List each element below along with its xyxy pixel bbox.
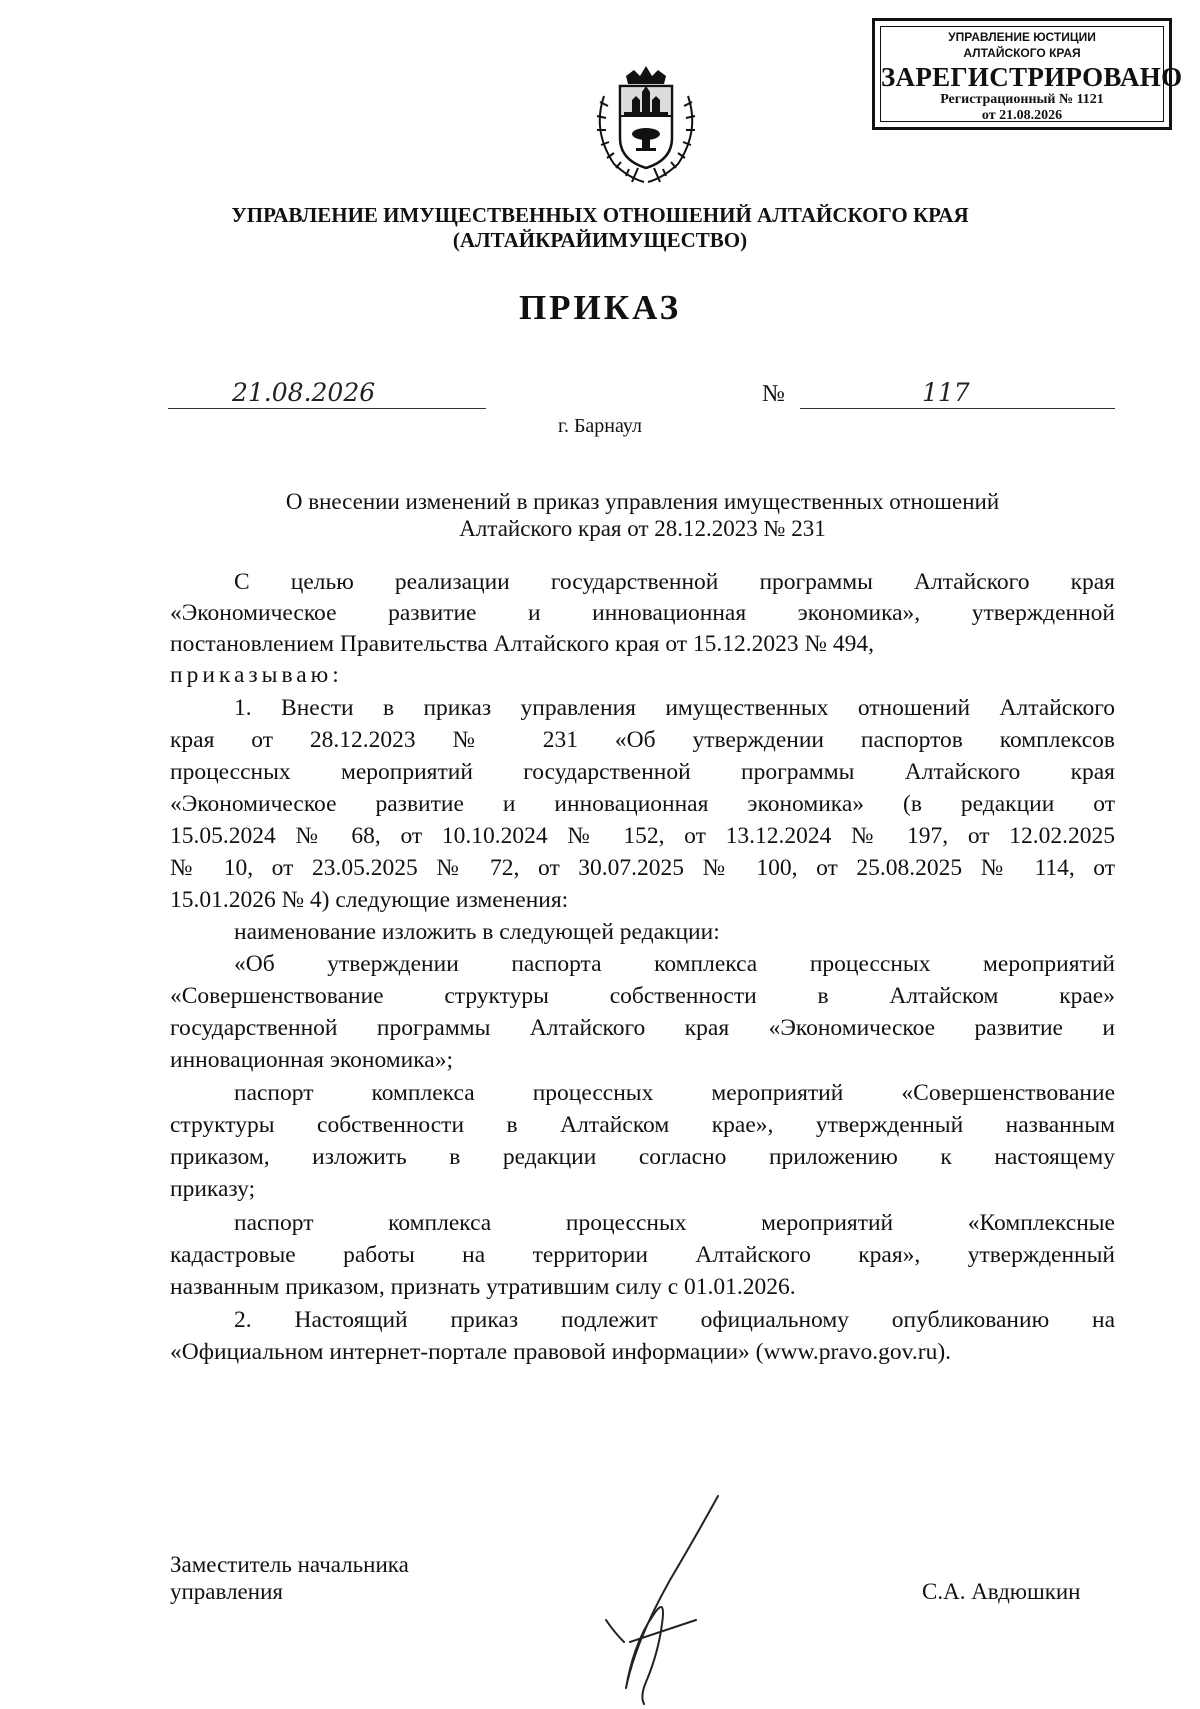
body-line: «Совершенствование структуры собственности в Алтайском крае»: [170, 983, 1115, 1009]
body-line: 1. Внести в приказ управления имущественных отношений Алтайского: [234, 695, 1115, 721]
registration-stamp: [872, 18, 1183, 130]
number-label: №: [762, 381, 785, 407]
stamp-org-line2: АЛТАЙСКОГО КРАЯ: [963, 46, 1081, 60]
signer-name: С.А. Авдюшкин: [922, 1579, 1081, 1604]
body-line: государственной программы Алтайского края «Экономическое развитие и: [170, 1015, 1115, 1041]
body-line: приказу;: [170, 1176, 256, 1202]
body-line: кадастровые работы на территории Алтайского края», утвержденный: [170, 1242, 1115, 1268]
body-line: «Об утверждении паспорта комплекса процессных мероприятий: [234, 951, 1115, 977]
document-number-field: [800, 380, 1115, 409]
handwritten-date: 21.08.2026: [232, 378, 376, 407]
body-line: структуры собственности в Алтайском крае», утвержденный названным: [170, 1112, 1115, 1138]
handwritten-signature: [600, 1492, 760, 1707]
signer-position-line-1: Заместитель начальника: [170, 1552, 409, 1577]
organization-name: УПРАВЛЕНИЕ ИМУЩЕСТВЕННЫХ ОТНОШЕНИЙ АЛТАЙСКОГО КРАЯ: [231, 203, 969, 227]
body-line: 2. Настоящий приказ подлежит официальному опубликованию на: [234, 1307, 1115, 1333]
registration-stamp-inner: [880, 26, 1183, 123]
subject-line-1: О внесении изменений в приказ управления имущественных отношений: [285, 489, 1000, 514]
body-line: «Экономическое развитие и инновационная экономика» (в редакции от: [170, 791, 1115, 817]
city: г. Барнаул: [558, 415, 642, 437]
body-line: приказом, изложить в редакции согласно приложению к настоящему: [170, 1144, 1115, 1170]
body-line: постановлением Правительства Алтайского края от 15.12.2023 № 494,: [170, 631, 874, 657]
body-line: названным приказом, признать утратившим силу с 01.01.2026.: [170, 1274, 796, 1300]
body-line: № 10, от 23.05.2025 № 72, от 30.07.2025 № 100, от 25.08.2025 № 114, от: [170, 855, 1115, 881]
body-line: паспорт комплекса процессных мероприятий «Комплексные: [234, 1210, 1115, 1236]
body-line: «Экономическое развитие и инновационная экономика», утвержденной: [170, 600, 1115, 626]
body-line: С целью реализации государственной программы Алтайского края: [234, 569, 1115, 595]
stamp-status: ЗАРЕГИСТРИРОВАНО: [881, 62, 1183, 92]
body-line: наименование изложить в следующей редакции:: [234, 919, 720, 945]
organization-short-name: (АЛТАЙКРАЙИМУЩЕСТВО): [452, 228, 748, 252]
body-line: 15.05.2024 № 68, от 10.10.2024 № 152, от 13.12.2024 № 197, от 12.02.2025: [170, 823, 1115, 849]
coat-of-arms-emblem: [584, 56, 708, 186]
body-line: приказываю:: [170, 662, 343, 688]
stamp-reg-date: от 21.08.2026: [981, 108, 1063, 123]
document-title: ПРИКАЗ: [518, 288, 682, 327]
body-line: процессных мероприятий государственной программы Алтайского края: [170, 759, 1115, 785]
body-line: «Официальном интернет-портале правовой информации» (www.pravo.gov.ru).: [170, 1339, 952, 1365]
handwritten-number: 117: [922, 378, 970, 407]
signer-position-line-2: управления: [170, 1579, 283, 1604]
body-line: инновационная экономика»;: [170, 1047, 454, 1073]
body-line: края от 28.12.2023 № 231 «Об утверждении паспортов комплексов: [170, 727, 1115, 753]
subject-line-2: Алтайского края от 28.12.2023 № 231: [459, 516, 826, 541]
stamp-reg-number: Регистрационный № 1121: [940, 92, 1104, 107]
document-date-field: [168, 380, 486, 409]
body-line: 15.01.2026 № 4) следующие изменения:: [170, 887, 569, 913]
stamp-org-line1: УПРАВЛЕНИЕ ЮСТИЦИИ: [948, 30, 1096, 44]
body-line: паспорт комплекса процессных мероприятий «Совершенствование: [234, 1080, 1115, 1106]
